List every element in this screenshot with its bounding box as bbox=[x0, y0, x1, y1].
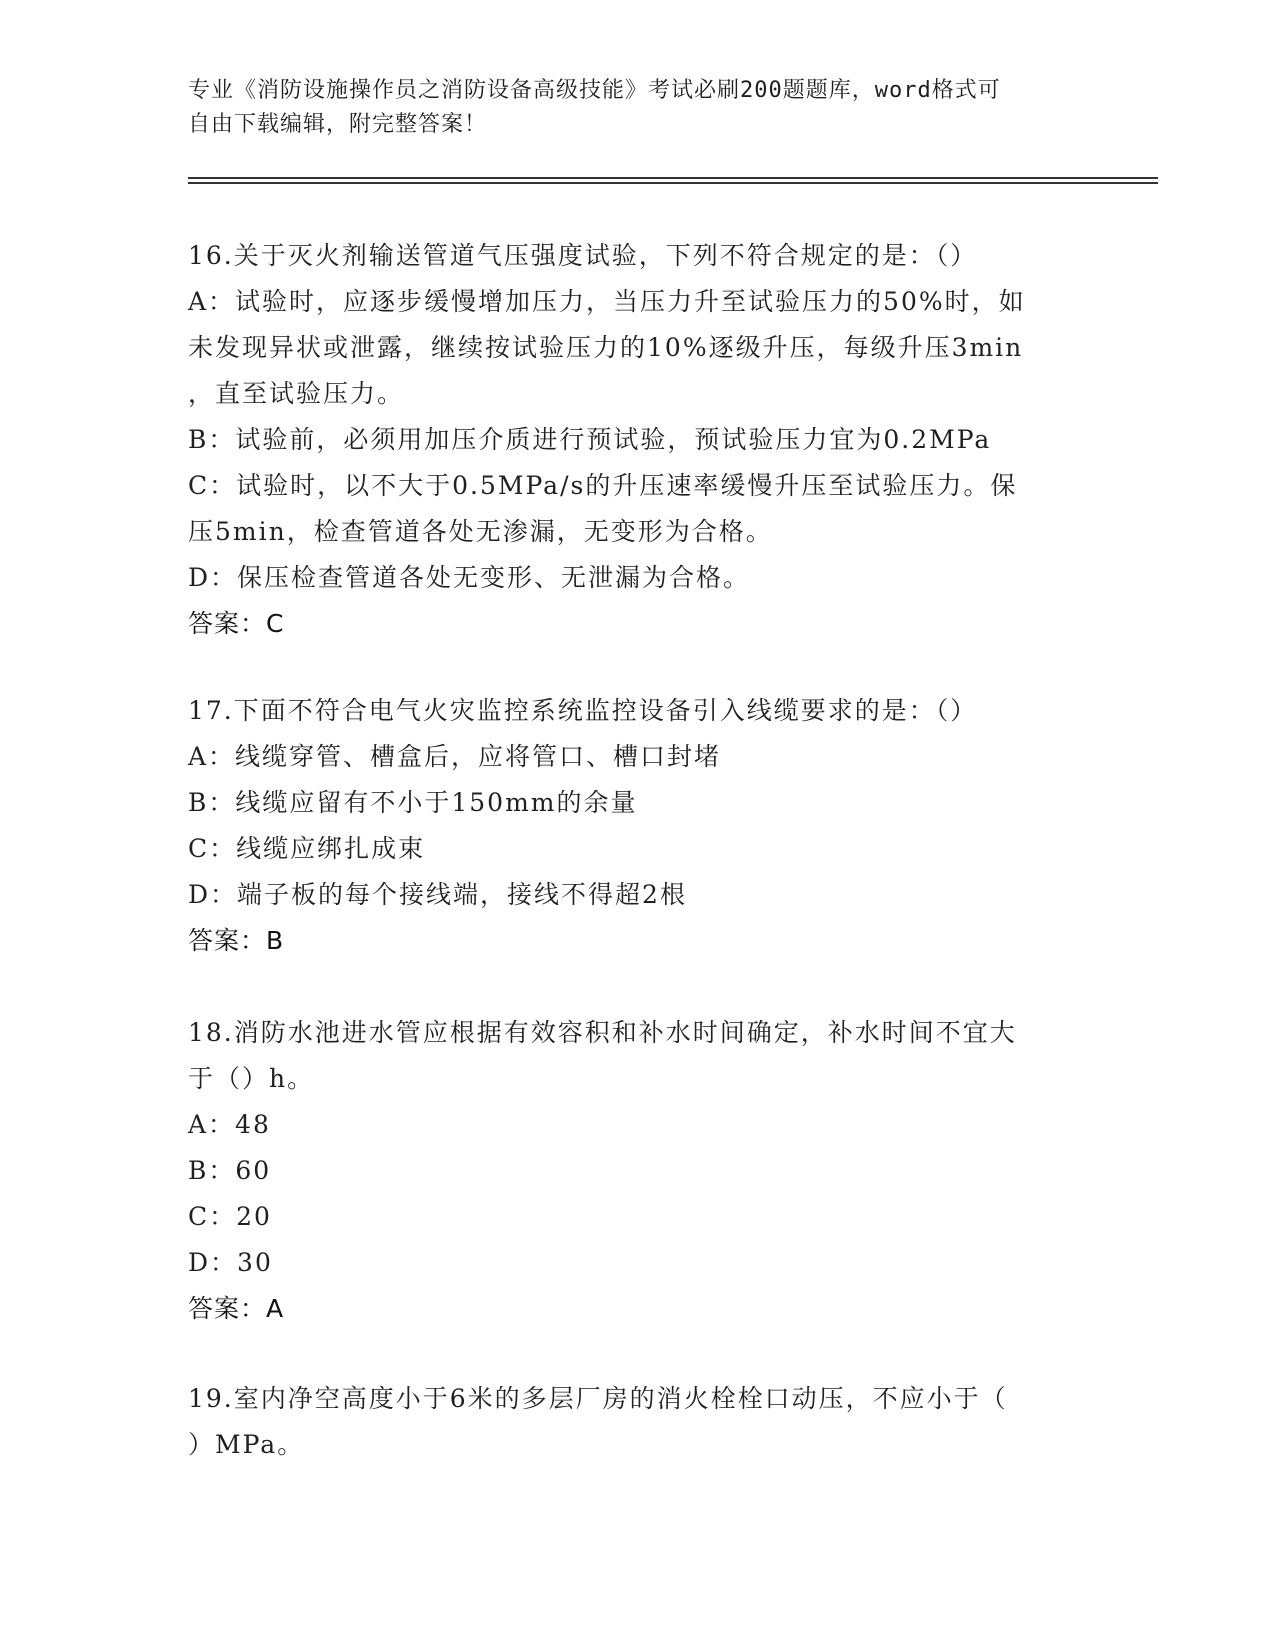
option-c: C：线缆应绑扎成束 bbox=[188, 834, 426, 863]
header-divider-bottom bbox=[188, 182, 1158, 184]
answer: 答案：A bbox=[188, 1294, 285, 1323]
option-c: C：试验时，以不大于0.5MPa/s的升压速率缓慢升压至试验压力。保 bbox=[188, 471, 1018, 500]
option-a-continued: 未发现异状或泄露，继续按试验压力的10%逐级升压，每级升压3min bbox=[188, 333, 1024, 362]
answer: 答案：C bbox=[188, 609, 285, 638]
question-16 bbox=[188, 233, 1088, 647]
question-text: 18.消防水池进水管应根据有效容积和补水时间确定，补水时间不宜大 bbox=[188, 1018, 1017, 1047]
option-b: B：试验前，必须用加压介质进行预试验，预试验压力宜为0.2MPa bbox=[188, 425, 992, 454]
option-a: A：48 bbox=[188, 1110, 271, 1139]
header-divider-top bbox=[188, 177, 1158, 179]
header-line-1: 专业《消防设施操作员之消防设备高级技能》考试必刷200题题库，word格式可 bbox=[188, 78, 1001, 103]
question-17 bbox=[188, 688, 1088, 964]
option-c: C：20 bbox=[188, 1202, 272, 1231]
option-d: D：端子板的每个接线端，接线不得超2根 bbox=[188, 880, 687, 909]
option-a: A：试验时，应逐步缓慢增加压力，当压力升至试验压力的50%时，如 bbox=[188, 287, 1026, 316]
question-19 bbox=[188, 1376, 1088, 1468]
question-text: 19.室内净空高度小于6米的多层厂房的消火栓栓口动压，不应小于（ bbox=[188, 1384, 1008, 1413]
option-a-continued: ，直至试验压力。 bbox=[188, 379, 405, 408]
option-a: A：线缆穿管、槽盒后，应将管口、槽口封堵 bbox=[188, 742, 722, 771]
question-text: 16.关于灭火剂输送管道气压强度试验，下列不符合规定的是：（） bbox=[188, 241, 978, 270]
option-c-continued: 压5min，检查管道各处无渗漏，无变形为合格。 bbox=[188, 517, 773, 546]
option-d: D：30 bbox=[188, 1248, 273, 1277]
option-b: B：线缆应留有不小于150mm的余量 bbox=[188, 788, 638, 817]
header-line-2: 自由下载编辑，附完整答案！ bbox=[188, 112, 488, 137]
answer: 答案：B bbox=[188, 926, 285, 955]
question-18 bbox=[188, 1010, 1088, 1332]
option-d: D：保压检查管道各处无变形、无泄漏为合格。 bbox=[188, 563, 751, 592]
question-text-continued: ）MPa。 bbox=[188, 1430, 305, 1459]
document-header bbox=[188, 74, 1068, 142]
question-text: 17.下面不符合电气火灾监控系统监控设备引入线缆要求的是：（） bbox=[188, 696, 978, 725]
question-text-continued: 于（）h。 bbox=[188, 1064, 315, 1093]
option-b: B：60 bbox=[188, 1156, 272, 1185]
